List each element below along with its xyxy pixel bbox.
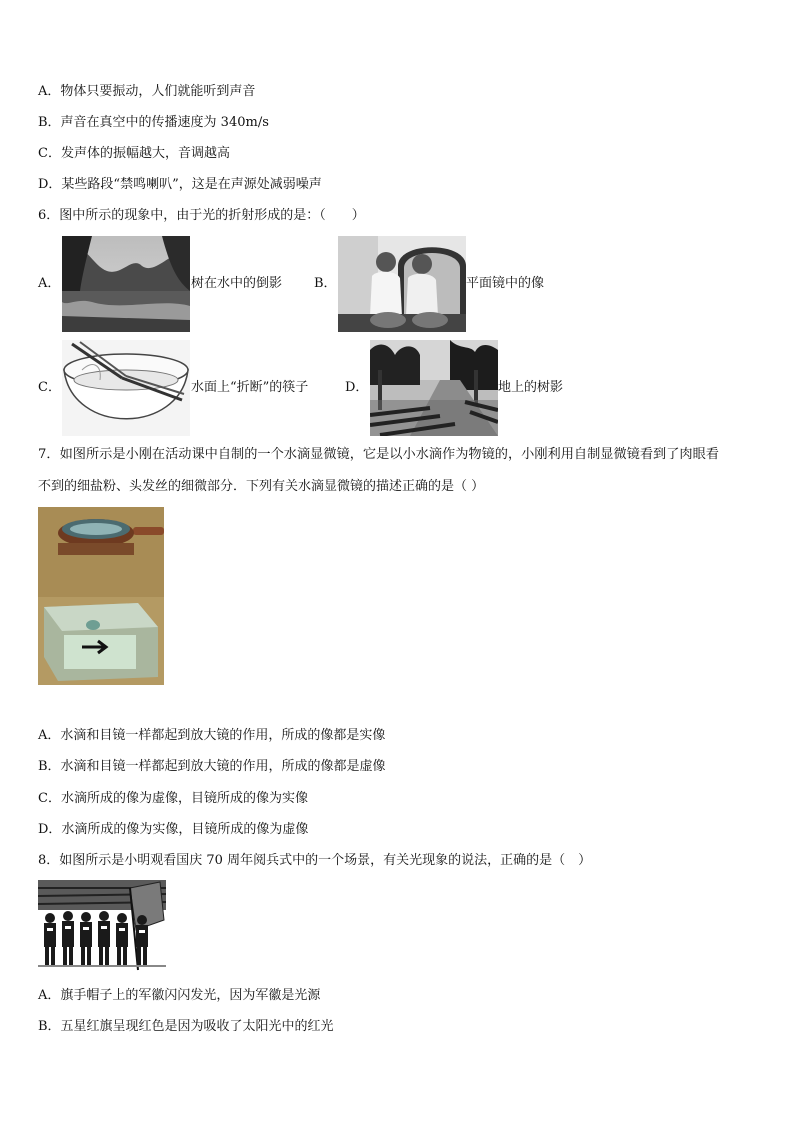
q7-option-b: B．水滴和目镜一样都起到放大镜的作用，所成的像都是虚像: [38, 759, 386, 774]
q6-option-b-text: 平面镜中的像: [466, 276, 545, 291]
q8-option-b: B．五星红旗呈现红色是因为吸收了太阳光中的红光: [38, 1019, 334, 1034]
q6-option-d-label: D．: [345, 380, 369, 395]
q5-option-d: D．某些路段“禁鸣喇叭”，这是在声源处减弱噪声: [38, 177, 322, 192]
q6-option-b-label: B．: [314, 276, 337, 291]
chopsticks-bowl-image: [62, 340, 190, 436]
q8-option-a: A．旗手帽子上的军徽闪闪发光，因为军徽是光源: [38, 988, 321, 1003]
q6-option-c-label: C．: [38, 380, 61, 395]
q6-option-d-text: 地上的树影: [498, 380, 564, 395]
q6-option-a-text: 树在水中的倒影: [191, 276, 283, 291]
q7-stem-line2: 不到的细盐粉、头发丝的细微部分．下列有关水滴显微镜的描述正确的是（ ）: [38, 479, 485, 494]
q5-option-c: C．发声体的振幅越大，音调越高: [38, 146, 230, 161]
tree-shadow-image: [370, 340, 498, 436]
q7-stem-line1: 7．如图所示是小刚在活动课中自制的一个水滴显微镜，它是以小水滴作为物镜的，小刚利用自制显微镜看到了肉眼看: [38, 447, 719, 462]
q6-stem: 6．图中所示的现象中，由于光的折射形成的是：（ ）: [38, 208, 365, 223]
q5-option-a: A．物体只要振动，人们就能听到声音: [38, 84, 256, 99]
mirror-image: [338, 236, 466, 332]
water-drop-microscope-image: [38, 507, 164, 685]
tree-reflection-image: [62, 236, 190, 332]
q8-stem: 8．如图所示是小明观看国庆 70 周年阅兵式中的一个场景，有关光现象的说法，正确的是（ ）: [38, 853, 592, 868]
q6-option-c-text: 水面上“折断”的筷子: [191, 380, 309, 395]
q6-option-a-label: A．: [38, 276, 61, 291]
q7-option-d: D．水滴所成的像为实像，目镜所成的像为虚像: [38, 822, 309, 837]
q5-option-b: B．声音在真空中的传播速度为 340m/s: [38, 115, 269, 130]
q7-option-a: A．水滴和目镜一样都起到放大镜的作用，所成的像都是实像: [38, 728, 386, 743]
q7-option-c: C．水滴所成的像为虚像，目镜所成的像为实像: [38, 791, 308, 806]
parade-image: [38, 880, 166, 974]
